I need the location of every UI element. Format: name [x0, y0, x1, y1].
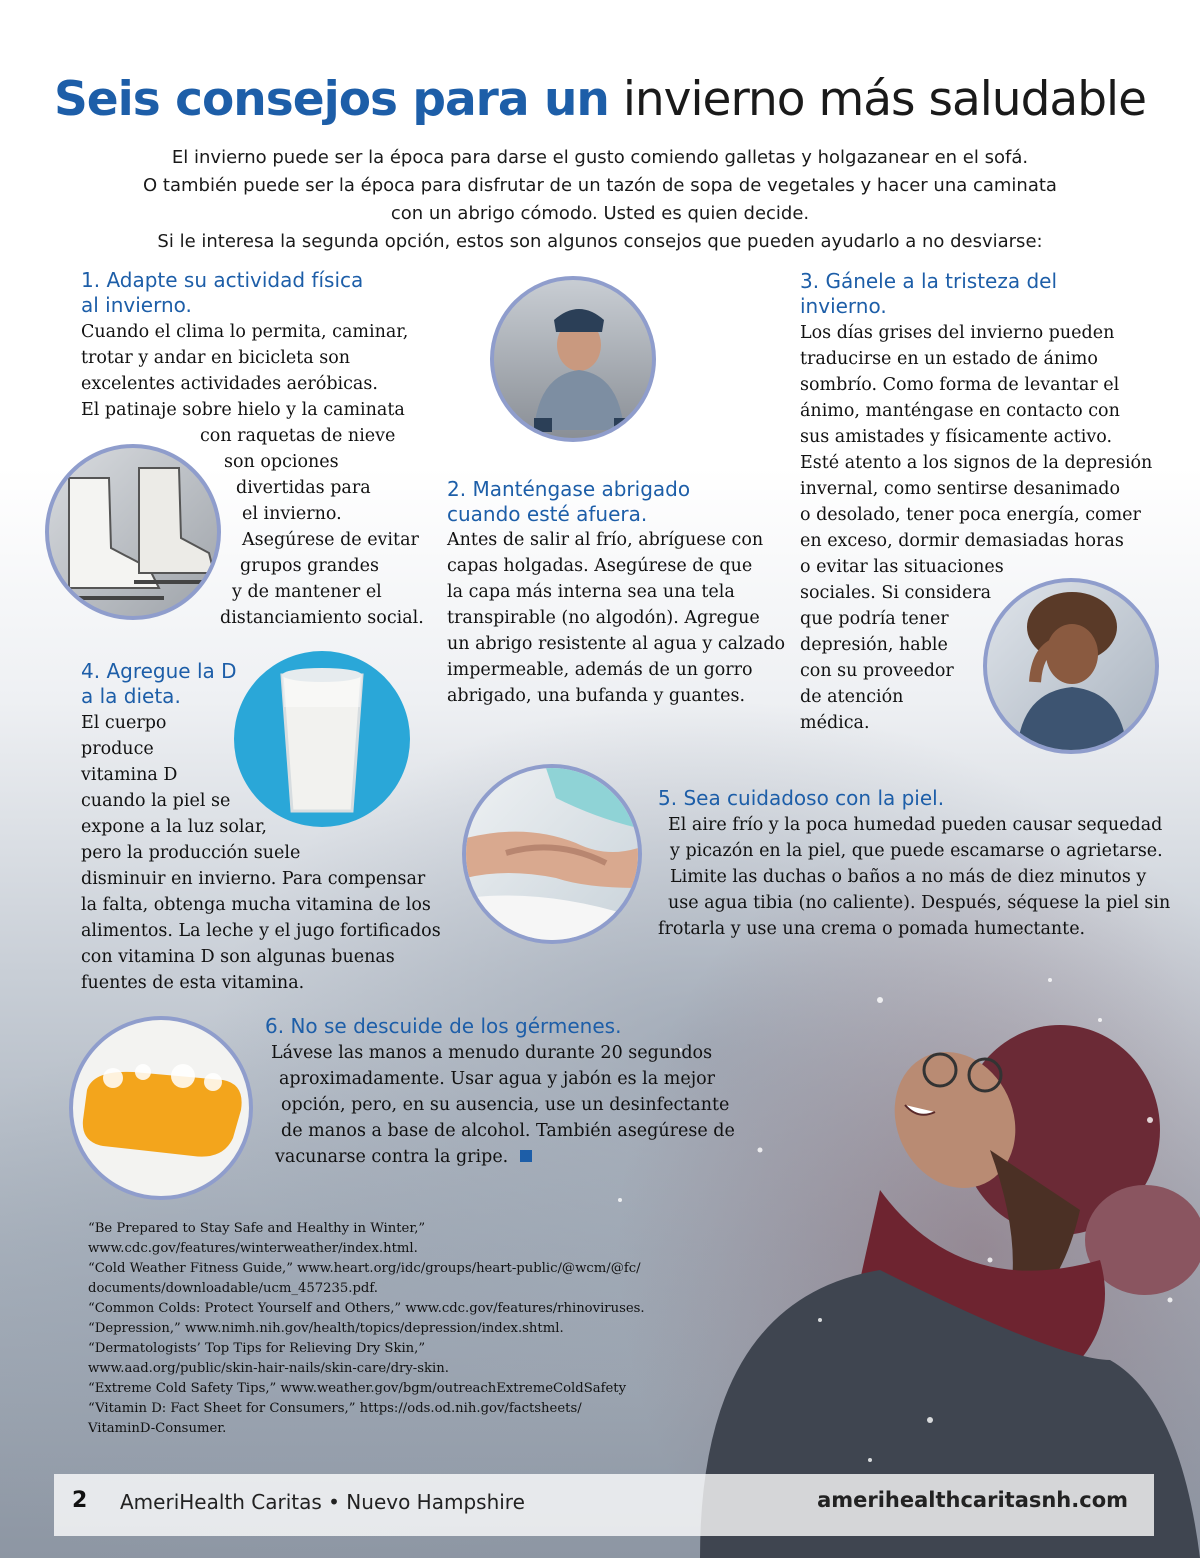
- heading-line: 5. Sea cuidadoso con la piel.: [658, 786, 945, 810]
- tip-5-heading: [658, 786, 944, 811]
- reference-line: “Vitamin D: Fact Sheet for Consumers,” https://ods.od.nih.gov/factsheets/: [88, 1401, 582, 1416]
- heading-line: a la dieta.: [81, 684, 181, 708]
- text-line-content: vacunarse contra la gripe.: [275, 1147, 509, 1167]
- ice-skates-illustration: [49, 448, 217, 616]
- text-line: pero la producción suele: [81, 843, 301, 863]
- text-line: Lávese las manos a menudo durante 20 segundos: [271, 1043, 713, 1063]
- text-line: y picazón en la piel, que puede escamarse o agrietarse.: [670, 841, 1163, 861]
- text-line: capas holgadas. Asegúrese de que: [447, 556, 753, 576]
- reference-line: “Dermatologists’ Top Tips for Relieving Dry Skin,”: [88, 1341, 426, 1356]
- soap-bar-photo: [69, 1016, 253, 1200]
- text-line: transpirable (no algodón). Agregue: [447, 608, 760, 628]
- text-line: expone a la luz solar,: [81, 817, 267, 837]
- text-line: la capa más interna sea una tela: [447, 582, 735, 602]
- reference-line: “Be Prepared to Stay Safe and Healthy in Winter,”: [88, 1221, 426, 1236]
- text-line: abrigado, una bufanda y guantes.: [447, 686, 746, 706]
- text-line: un abrigo resistente al agua y calzado: [447, 634, 786, 654]
- text-line: [275, 1145, 532, 1171]
- intro-line: Si le interesa la segunda opción, estos son algunos consejos que pueden ayudarlo a no desviarse:: [157, 231, 1043, 252]
- text-line: con raquetas de nieve: [200, 426, 396, 446]
- text-line: produce: [81, 739, 154, 759]
- footer-bar: [54, 1474, 1154, 1536]
- pushup-man-illustration: [494, 280, 652, 438]
- text-line: depresión, hable: [800, 635, 948, 655]
- text-line: fuentes de esta vitamina.: [81, 973, 305, 993]
- text-line: son opciones: [224, 452, 339, 472]
- heading-line: 4. Agregue la D: [81, 659, 237, 683]
- website-link[interactable]: amerihealthcaritasnh.com: [817, 1488, 1128, 1512]
- text-line: o desolado, tener poca energía, comer: [800, 505, 1141, 525]
- text-line: alimentos. La leche y el jugo fortificados: [81, 921, 441, 941]
- text-line: aproximadamente. Usar agua y jabón es la mejor: [279, 1069, 716, 1089]
- title-bold: Seis consejos para un: [53, 72, 609, 127]
- text-line: Asegúrese de evitar: [242, 530, 419, 550]
- heading-line: 3. Gánele a la tristeza del: [800, 269, 1058, 293]
- pushup-man-photo: [490, 276, 656, 442]
- intro-line: El invierno puede ser la época para darse el gusto comiendo galletas y holgazanear en el sofá.: [171, 147, 1029, 168]
- reference-line: VitaminD-Consumer.: [88, 1421, 227, 1436]
- text-line: o evitar las situaciones: [800, 557, 1004, 577]
- soap-bar-illustration: [73, 1020, 249, 1196]
- tip-2-heading: [447, 477, 690, 527]
- text-line: traducirse en un estado de ánimo: [800, 349, 1098, 369]
- text-line: El patinaje sobre hielo y la caminata: [81, 400, 405, 420]
- tip-3-heading: [800, 269, 1057, 319]
- reference-line: www.cdc.gov/features/winterweather/index.html.: [88, 1241, 418, 1256]
- stressed-woman-photo: [983, 578, 1159, 754]
- text-line: frotarla y use una crema o pomada humectante.: [658, 919, 1086, 939]
- text-line: ánimo, manténgase en contacto con: [800, 401, 1120, 421]
- heading-line: cuando esté afuera.: [447, 502, 648, 526]
- tip-6-heading: [265, 1014, 621, 1039]
- heading-line: invierno.: [800, 294, 887, 318]
- reference-line: documents/downloadable/ucm_457235.pdf.: [88, 1281, 378, 1296]
- heading-line: al invierno.: [81, 293, 192, 317]
- reference-line: “Depression,” www.nimh.nih.gov/health/topics/depression/index.shtml.: [88, 1321, 564, 1336]
- text-line: grupos grandes: [240, 556, 379, 576]
- text-line: de atención: [800, 687, 904, 707]
- text-line: Limite las duchas o baños a no más de diez minutos y: [670, 867, 1147, 887]
- text-line: de manos a base de alcohol. También asegúrese de: [281, 1121, 735, 1141]
- text-line: el invierno.: [242, 504, 342, 524]
- reference-line: “Common Colds: Protect Yourself and Others,” www.cdc.gov/features/rhinoviruses.: [88, 1301, 645, 1316]
- heading-line: 1. Adapte su actividad física: [81, 268, 364, 292]
- text-line: Antes de salir al frío, abríguese con: [447, 530, 764, 550]
- text-line: vitamina D: [81, 765, 178, 785]
- reference-line: www.aad.org/public/skin-hair-nails/skin-care/dry-skin.: [88, 1361, 449, 1376]
- text-line: Cuando el clima lo permita, caminar,: [81, 322, 409, 342]
- milk-glass-photo: [234, 651, 410, 827]
- text-line: excelentes actividades aeróbicas.: [81, 374, 378, 394]
- tip-1-heading: [81, 268, 363, 318]
- text-line: médica.: [800, 713, 870, 733]
- stressed-woman-illustration: [987, 582, 1155, 750]
- hands-lotion-illustration: [466, 768, 638, 940]
- heading-line: 6. No se descuide de los gérmenes.: [265, 1014, 622, 1038]
- text-line: Esté atento a los signos de la depresión: [800, 453, 1153, 473]
- reference-line: “Cold Weather Fitness Guide,” www.heart.org/idc/groups/heart-public/@wcm/@fc/: [88, 1261, 641, 1276]
- text-line: cuando la piel se: [81, 791, 231, 811]
- text-line: con su proveedor: [800, 661, 954, 681]
- text-line: con vitamina D son algunas buenas: [81, 947, 395, 967]
- text-line: la falta, obtenga mucha vitamina de los: [81, 895, 431, 915]
- ice-skates-photo: [45, 444, 221, 620]
- intro-line: O también puede ser la época para disfrutar de un tazón de sopa de vegetales y hacer una caminata: [143, 175, 1057, 196]
- heading-line: 2. Manténgase abrigado: [447, 477, 691, 501]
- page-number: 2: [72, 1488, 88, 1513]
- text-line: divertidas para: [236, 478, 371, 498]
- organization-name: AmeriHealth Caritas • Nuevo Hampshire: [120, 1490, 525, 1514]
- page-title: [0, 72, 1200, 127]
- text-line: en exceso, dormir demasiadas horas: [800, 531, 1124, 551]
- text-line: El cuerpo: [81, 713, 167, 733]
- tip-4-heading: [81, 659, 237, 709]
- end-square-icon: [520, 1150, 532, 1162]
- hands-lotion-photo: [462, 764, 642, 944]
- milk-glass-illustration: [234, 651, 410, 827]
- text-line: Los días grises del invierno pueden: [800, 323, 1115, 343]
- text-line: El aire frío y la poca humedad pueden causar sequedad: [668, 815, 1163, 835]
- text-line: opción, pero, en su ausencia, use un desinfectante: [281, 1095, 730, 1115]
- text-line: use agua tibia (no caliente). Después, séquese la piel sin: [668, 893, 1171, 913]
- text-line: que podría tener: [800, 609, 949, 629]
- text-line: invernal, como sentirse desanimado: [800, 479, 1121, 499]
- text-line: trotar y andar en bicicleta son: [81, 348, 351, 368]
- text-line: disminuir en invierno. Para compensar: [81, 869, 426, 889]
- text-line: impermeable, además de un gorro: [447, 660, 753, 680]
- title-light: invierno más saludable: [622, 72, 1147, 127]
- text-line: sociales. Si considera: [800, 583, 992, 603]
- text-line: y de mantener el: [232, 582, 382, 602]
- reference-line: “Extreme Cold Safety Tips,” www.weather.gov/bgm/outreachExtremeColdSafety: [88, 1381, 627, 1396]
- text-line: distanciamiento social.: [220, 608, 424, 628]
- intro-line: con un abrigo cómodo. Usted es quien decide.: [390, 203, 810, 224]
- text-line: sombrío. Como forma de levantar el: [800, 375, 1120, 395]
- text-line: sus amistades y físicamente activo.: [800, 427, 1113, 447]
